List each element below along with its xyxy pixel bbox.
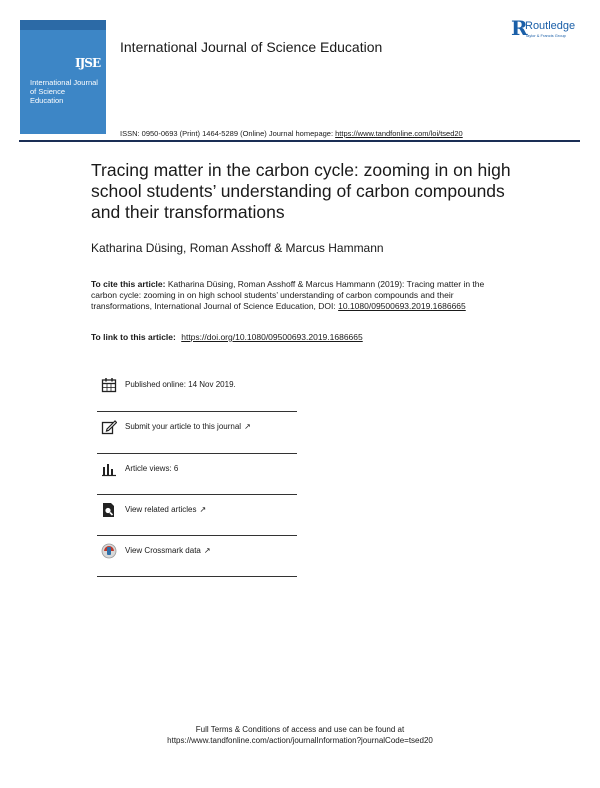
related-search-icon: [101, 502, 117, 518]
cite-doi-link[interactable]: 10.1080/09500693.2019.1686665: [338, 301, 466, 311]
journal-title: International Journal of Science Education: [120, 39, 383, 55]
article-views-row: [97, 454, 297, 494]
issn-line: [120, 129, 463, 138]
article-views-count: Article views: 6: [125, 464, 179, 473]
link-label: To link to this article:: [91, 332, 176, 342]
crossmark-row[interactable]: [97, 536, 297, 576]
publisher-logo: [511, 18, 591, 44]
external-link-icon: ↗: [199, 505, 207, 514]
journal-homepage-link[interactable]: https://www.tandfonline.com/loi/tsed20: [335, 129, 463, 138]
article-link-line: [91, 332, 363, 342]
crossmark-link[interactable]: [125, 546, 211, 555]
issn-text: ISSN: 0950-0693 (Print) 1464-5289 (Online) Journal homepage:: [120, 129, 334, 138]
bar-chart-icon: [101, 461, 117, 477]
external-link-icon: ↗: [244, 422, 251, 431]
footer-terms: Full Terms & Conditions of access and use can be found at: [195, 725, 405, 734]
calendar-icon: [101, 377, 117, 393]
cover-strip: [20, 20, 106, 30]
submit-article-link[interactable]: [125, 422, 251, 431]
footer-terms-url[interactable]: https://www.tandfonline.com/action/journalInformation?journalCode=tsed20: [167, 736, 433, 745]
journal-cover: [20, 20, 106, 134]
crossmark-label: View Crossmark data: [125, 546, 201, 555]
cite-label: To cite this article:: [91, 279, 166, 289]
external-link-icon: ↗: [203, 546, 211, 555]
related-articles-link[interactable]: [125, 505, 206, 514]
publisher-name: Routledge: [525, 20, 576, 32]
citation-block: [91, 279, 511, 312]
submit-article-row[interactable]: [97, 412, 297, 452]
header-rule: [19, 140, 580, 142]
related-articles-label: View related articles: [125, 505, 197, 514]
routledge-r-icon: R: [511, 16, 528, 40]
article-doi-link[interactable]: https://doi.org/10.1080/09500693.2019.1686665: [181, 332, 363, 342]
publisher-subtitle: Taylor & Francis Group: [525, 33, 566, 38]
published-date: Published online: 14 Nov 2019.: [125, 380, 236, 389]
cover-logo: IJSE: [75, 56, 101, 70]
related-articles-row[interactable]: [97, 495, 297, 535]
pencil-edit-icon: [101, 419, 117, 435]
divider: [97, 576, 297, 577]
published-row: [97, 370, 297, 410]
article-title: Tracing matter in the carbon cycle: zooming in on high school students’ understanding of carbon compounds and their transformations: [91, 160, 511, 222]
submit-article-label: Submit your article to this journal: [125, 422, 242, 431]
article-authors: Katharina Düsing, Roman Asshoff & Marcus Hammann: [91, 241, 384, 255]
footer: [0, 724, 600, 746]
cite-text: Katharina Düsing, Roman Asshoff & Marcus Hammann (2019): Tracing matter in the carbon cycle: zooming in on high school students’ understanding of carbon compounds and their transformations, International Journal of Science Education, DOI:: [91, 279, 485, 311]
cover-title: International Journal of Science Education: [30, 78, 98, 105]
crossmark-icon: [101, 543, 117, 559]
